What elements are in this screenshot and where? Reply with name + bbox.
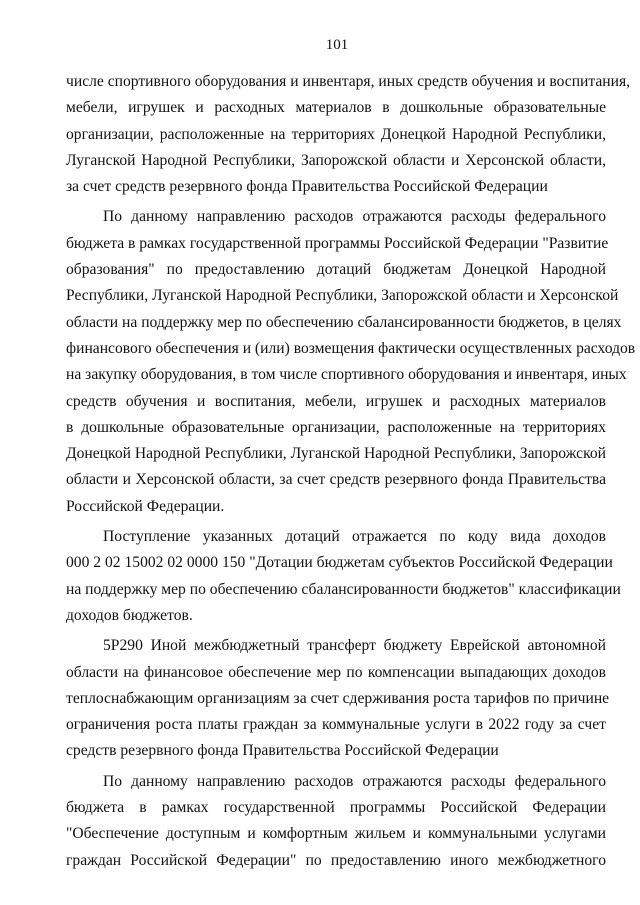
paragraph-5 bbox=[66, 769, 606, 874]
text-line: 5Р290 Иной межбюджетный трансферт бюджету Еврейской автономной bbox=[103, 637, 606, 655]
text-line: По данному направлению расходов отражаются расходы федерального bbox=[103, 772, 606, 790]
paragraph-3 bbox=[66, 524, 621, 629]
text-line: бюджета в рамках государственной программы Российской Федерации bbox=[66, 799, 606, 817]
text-line: области и Херсонской области, за счет средств резервного фонда Правительства bbox=[66, 471, 606, 489]
text-line: средств обучения и воспитания, мебели, игрушек и расходных материалов bbox=[66, 392, 606, 410]
text-line: мебели, игрушек и расходных материалов в дошкольные образовательные bbox=[66, 99, 606, 117]
text-line: Луганской Народной Республики, Запорожской области и Херсонской области, bbox=[66, 151, 606, 169]
text-line: По данному направлению расходов отражаются расходы федерального bbox=[103, 208, 606, 226]
text-line: средств резервного фонда Правительства Российской Федерации bbox=[66, 742, 499, 760]
text-line: области на поддержку мер по обеспечению сбалансированности бюджетов, в целях bbox=[66, 313, 622, 331]
text-line: Донецкой Народной Республики, Луганской Народной Республики, Запорожской bbox=[66, 445, 606, 463]
text-line: доходов бюджетов. bbox=[66, 606, 193, 624]
text-line: области на финансовое обеспечение мер по компенсации выпадающих доходов bbox=[66, 663, 606, 681]
text-line: теплоснабжающим организациям за счет сдерживания роста тарифов по причине bbox=[66, 689, 610, 707]
text-line: образования" по предоставлению дотаций бюджетам Донецкой Народной bbox=[66, 261, 606, 279]
text-line: ограничения роста платы граждан за коммунальные услуги в 2022 году за счет bbox=[66, 716, 606, 734]
text-line: граждан Российской Федерации" по предоставлению иного межбюджетного bbox=[66, 851, 606, 869]
text-line: финансового обеспечения и (или) возмещения фактически осуществленных расходов bbox=[66, 339, 636, 357]
text-line: бюджета в рамках государственной программы Российской Федерации "Развитие bbox=[66, 234, 609, 252]
text-line: Поступление указанных дотаций отражается по коду вида доходов bbox=[103, 528, 606, 546]
text-line: в дошкольные образовательные организации, расположенные на территориях bbox=[66, 418, 606, 436]
text-line: на закупку оборудования, в том числе спортивного оборудования и инвентаря, иных bbox=[66, 366, 627, 384]
text-line: "Обеспечение доступным и комфортным жильем и коммунальными услугами bbox=[66, 825, 606, 843]
text-line: 000 2 02 15002 02 0000 150 "Дотации бюджетам субъектов Российской Федерации bbox=[66, 554, 613, 572]
paragraph-2 bbox=[66, 204, 636, 520]
text-line: организации, расположенные на территориях Донецкой Народной Республики, bbox=[66, 125, 606, 143]
text-line: Республики, Луганской Народной Республики, Запорожской области и Херсонской bbox=[66, 287, 619, 305]
page-number: 101 bbox=[325, 37, 349, 53]
text-line: числе спортивного оборудования и инвентаря, иных средств обучения и воспитания, bbox=[66, 73, 631, 90]
paragraph-4 bbox=[66, 633, 610, 764]
text-line: Российской Федерации. bbox=[66, 497, 225, 515]
text-line: на поддержку мер по обеспечению сбалансированности бюджетов" классификации bbox=[66, 580, 621, 598]
text-line: за счет средств резервного фонда Правительства Российской Федерации bbox=[66, 178, 548, 196]
paragraph-1 bbox=[66, 69, 631, 200]
